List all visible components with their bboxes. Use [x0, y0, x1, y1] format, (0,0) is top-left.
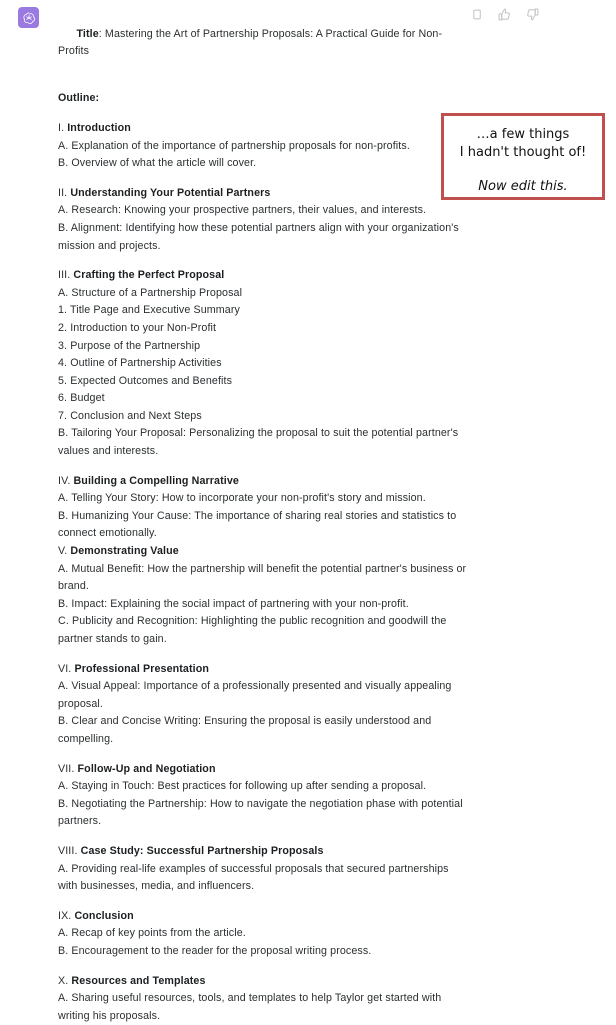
section-numeral: V. — [58, 545, 68, 558]
section-item: 3. Purpose of the Partnership — [58, 339, 201, 352]
section-item: A. Mutual Benefit: How the partnership will benefit the potential partner's business or brand. — [58, 562, 470, 593]
outline-label: Outline: — [58, 92, 100, 105]
section-numeral: VIII. — [58, 844, 78, 857]
section-heading-text: Follow-Up and Negotiation — [77, 762, 216, 775]
section-heading — [58, 761, 468, 779]
section-spacer — [58, 173, 468, 185]
section-numeral: II. — [58, 186, 68, 199]
section-item: B. Impact: Explaining the social impact of partnering with your non-profit. — [58, 597, 409, 610]
section-item: B. Alignment: Identifying how these potential partners align with your organization's mission and projects. — [58, 221, 462, 252]
section-numeral: IV. — [58, 474, 71, 487]
thumbs-up-icon[interactable] — [498, 8, 511, 21]
section-heading-text: Resources and Templates — [71, 974, 206, 987]
section-heading-text: Crafting the Perfect Proposal — [73, 269, 225, 282]
section-item: B. Encouragement to the reader for the proposal writing process. — [58, 944, 372, 957]
section-item: C. Publicity and Recognition: Highlighting the public recognition and goodwill the partner stands to gain. — [58, 615, 450, 645]
section-heading-text: Conclusion — [74, 909, 134, 922]
section-heading — [58, 473, 468, 491]
spacer — [58, 78, 468, 90]
section-item: A. Research: Knowing your prospective partners, their values, and interests. — [58, 204, 427, 217]
section-spacer — [58, 749, 468, 761]
section-heading — [58, 185, 468, 203]
section-numeral: VI. — [58, 662, 72, 675]
section-numeral: III. — [58, 269, 71, 282]
section-item: A. Recap of key points from the article. — [58, 927, 246, 940]
title-text: : Mastering the Art of Partnership Proposals: A Practical Guide for Non-Profits — [58, 27, 443, 58]
assistant-avatar — [18, 7, 39, 28]
section-item: 4. Outline of Partnership Activities — [58, 357, 222, 370]
chatgpt-logo-icon — [22, 11, 36, 25]
section-heading-text: Case Study: Successful Partnership Proposals — [80, 844, 324, 857]
section-heading — [58, 973, 468, 991]
section-item: A. Staying in Touch: Best practices for following up after sending a proposal. — [58, 780, 427, 793]
annotation-line-2: I hadn't thought of! — [459, 145, 587, 160]
annotation-emphasis: Now edit this. — [478, 179, 568, 194]
section-item: B. Tailoring Your Proposal: Personalizing the proposal to suit the potential partner's values and interests. — [58, 427, 462, 458]
section-item: B. Overview of what the article will cover. — [58, 157, 257, 170]
section-item: 1. Title Page and Executive Summary — [58, 304, 240, 317]
section-item: 2. Introduction to your Non-Profit — [58, 321, 217, 334]
section-numeral: IX. — [58, 909, 72, 922]
outline-sections — [58, 108, 468, 1025]
section-item: A. Telling Your Story: How to incorporate your non-profit's story and mission. — [58, 492, 426, 505]
section-numeral: I. — [58, 121, 65, 134]
section-heading — [58, 661, 468, 679]
section-item: A. Explanation of the importance of partnership proposals for non-profits. — [58, 139, 410, 152]
message-body — [58, 8, 468, 1025]
section-heading-text: Demonstrating Value — [70, 545, 179, 558]
section-item: 5. Expected Outcomes and Benefits — [58, 374, 233, 387]
section-numeral: X. — [58, 974, 69, 987]
section-heading — [58, 843, 468, 861]
section-spacer — [58, 461, 468, 473]
section-heading — [58, 543, 468, 561]
section-spacer — [58, 649, 468, 661]
message-actions — [470, 8, 539, 21]
section-item: B. Clear and Concise Writing: Ensuring the proposal is easily understood and compelling. — [58, 715, 435, 745]
section-heading-text: Understanding Your Potential Partners — [70, 186, 271, 199]
section-spacer — [58, 961, 468, 973]
section-heading-text: Professional Presentation — [74, 662, 209, 675]
section-heading-text: Introduction — [67, 121, 131, 134]
section-spacer — [58, 896, 468, 908]
section-item: B. Negotiating the Partnership: How to navigate the negotiation phase with potential partners. — [58, 797, 466, 828]
section-heading — [58, 120, 468, 138]
section-heading — [58, 267, 468, 285]
thumbs-down-icon[interactable] — [526, 8, 539, 21]
section-item: B. Humanizing Your Cause: The importance of sharing real stories and statistics to connect emotionally. — [58, 509, 460, 540]
annotation-line-1: …a few things — [476, 127, 570, 142]
section-item: 7. Conclusion and Next Steps — [58, 409, 202, 422]
section-spacer — [58, 108, 468, 120]
title-label: Title — [76, 27, 99, 40]
section-numeral: VII. — [58, 762, 75, 775]
section-heading-text: Building a Compelling Narrative — [73, 474, 239, 487]
section-heading — [58, 908, 468, 926]
section-item: A. Sharing useful resources, tools, and templates to help Taylor get started with writing his proposals. — [58, 992, 445, 1022]
section-item: A. Providing real-life examples of successful proposals that secured partnerships with businesses, media, and influencers. — [58, 862, 452, 893]
section-item: A. Structure of a Partnership Proposal — [58, 286, 243, 299]
copy-icon[interactable] — [470, 8, 483, 21]
section-spacer — [58, 255, 468, 267]
section-item: 6. Budget — [58, 392, 105, 405]
annotation-callout — [441, 113, 605, 200]
section-spacer — [58, 831, 468, 843]
section-item: A. Visual Appeal: Importance of a professionally presented and visually appealing proposal. — [58, 680, 455, 710]
title-line — [58, 8, 468, 78]
